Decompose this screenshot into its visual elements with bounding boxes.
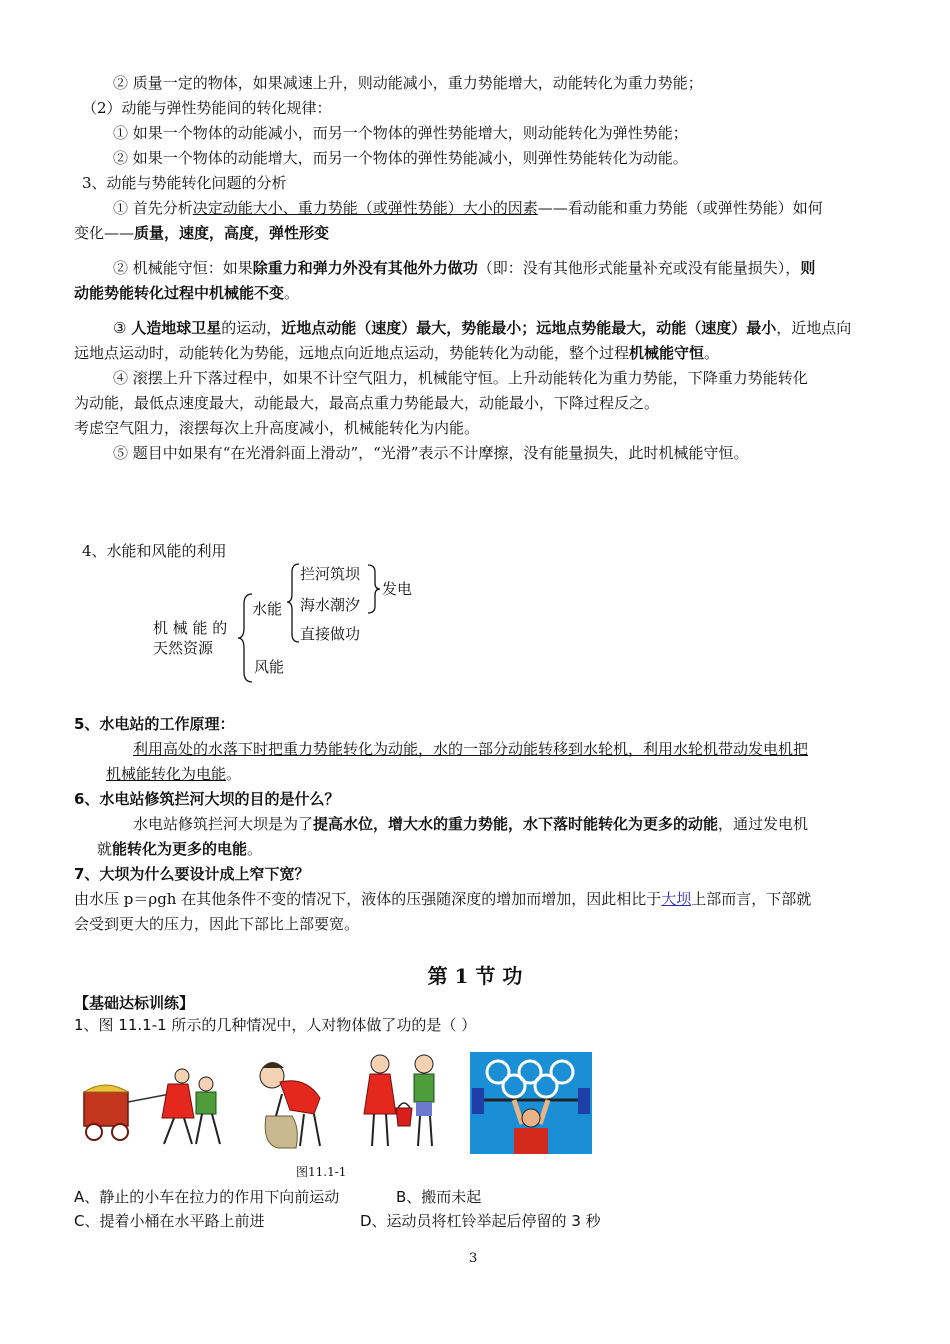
- text-run: ① 首先分析: [113, 199, 193, 217]
- bold-text: 提高水位，增大水的重力势能，水下落时能转化为更多的动能: [313, 815, 719, 833]
- text-run: ，近地点向: [776, 319, 852, 337]
- tree-root-label: 天然资源: [153, 639, 214, 657]
- text-line: [97, 838, 262, 860]
- text-line: [133, 813, 808, 835]
- text-run: 。: [704, 344, 720, 362]
- section-title: 第 1 节 功: [427, 964, 523, 988]
- text-line: 利用高处的水落下时把重力势能转化为动能，水的一部分动能转移到水轮机，利用水轮机带动发电机把: [133, 740, 809, 758]
- text-run: （即：没有其他形式能量补充或没有能量损失），: [477, 259, 801, 277]
- text-line: [113, 257, 815, 279]
- bold-text: 机械能守恒: [629, 344, 705, 362]
- option-d: D、运动员将杠铃举起后停留的 3 秒: [360, 1212, 601, 1230]
- text-line: [106, 763, 241, 785]
- text-run: 远地点运动时，动能转化为势能，远地点向近地点运动，势能转化为动能，整个过程: [74, 344, 630, 362]
- figure-caption: 图11.1-1: [296, 1165, 347, 1179]
- bold-text: 除重力和弹力外没有其他外力做功: [252, 259, 478, 277]
- text-line: （2）动能与弹性势能间的转化规律：: [82, 99, 332, 117]
- bold-text: 近地点动能（速度）最大，势能最小；远地点势能最大，动能（速度）最小: [281, 319, 777, 337]
- tree-node-water: 水能: [252, 600, 283, 618]
- text-line: ④ 滚摆上升下落过程中，如果不计空气阻力，机械能守恒。上升动能转化为重力势能，下降重力势能转化: [113, 369, 808, 387]
- lifting-sack-illustration: [244, 1054, 334, 1154]
- bold-text: 质量，速度，高度，弹性形变: [134, 224, 330, 242]
- text-run: ，通过发电机: [718, 815, 809, 833]
- text-line: [74, 888, 811, 910]
- tree-node-wind: 风能: [254, 658, 285, 676]
- text-run: 变化——: [74, 224, 135, 242]
- text-run: 水电站修筑拦河大坝是为了: [133, 815, 314, 833]
- brace-icon: [285, 562, 301, 644]
- text-run: 上部而言，下部就: [691, 890, 812, 908]
- practice-heading: 【基础达标训练】: [74, 994, 195, 1012]
- text-run: ——看动能和重力势能（或弹性势能）如何: [537, 199, 823, 217]
- option-a: A、静止的小车在拉力的作用下向前运动: [74, 1188, 340, 1206]
- text-line: [74, 342, 719, 364]
- dam-link[interactable]: 大坝: [661, 890, 692, 908]
- tree-node-tide: 海水潮汐: [300, 596, 361, 614]
- option-b: B、搬而未起: [396, 1188, 482, 1206]
- page-number: 3: [469, 1251, 478, 1266]
- bold-text: 动能势能转化过程中机械能不变: [74, 284, 285, 302]
- text-run: 就: [97, 840, 113, 858]
- bold-text: 则: [800, 259, 816, 277]
- underlined-text: 机械能转化为电能: [106, 765, 227, 783]
- text-line: ② 质量一定的物体，如果减速上升，则动能减小，重力势能增大，动能转化为重力势能；: [113, 74, 703, 92]
- text-line: 考虑空气阻力，滚摆每次上升高度减小，机械能转化为内能。: [74, 419, 480, 437]
- question-heading: 5、水电站的工作原理：: [74, 715, 235, 733]
- pulling-cart-illustration: [78, 1062, 226, 1152]
- text-run: 。: [247, 840, 263, 858]
- text-run: 。: [284, 284, 300, 302]
- tree-node-dam: 拦河筑坝: [300, 565, 361, 583]
- text-line: [113, 197, 823, 219]
- subsection-heading: 3、动能与势能转化问题的分析: [82, 174, 287, 192]
- text-run: ② 机械能守恒：如果: [113, 259, 253, 277]
- bold-text: 人造地球卫星: [131, 319, 222, 337]
- tree-node-direct: 直接做功: [300, 625, 361, 643]
- tree-root-label: 机 械 能 的: [153, 619, 228, 637]
- text-line: [74, 282, 299, 304]
- question-heading: 6、水电站修筑拦河大坝的目的是什么？: [74, 790, 340, 808]
- text-run: ③: [113, 319, 132, 337]
- weightlifter-photo: [470, 1052, 592, 1154]
- underlined-text: 决定动能大小、重力势能（或弹性势能）大小的因素: [192, 199, 538, 217]
- tree-node-power: 发电: [382, 580, 413, 598]
- text-line: ⑤ 题目中如果有“在光滑斜面上滑动”，“光滑”表示不计摩擦，没有能量损失，此时机械能守恒。: [113, 444, 749, 462]
- subsection-heading: 4、水能和风能的利用: [82, 542, 227, 560]
- text-line: ① 如果一个物体的动能减小，而另一个物体的弹性势能增大，则动能转化为弹性势能；: [113, 124, 688, 142]
- question-text: 1、图 11.1-1 所示的几种情况中，人对物体做了功的是（ ）: [74, 1016, 477, 1034]
- carrying-bucket-illustration: [350, 1050, 446, 1154]
- question-heading: 7、大坝为什么要设计成上窄下宽？: [74, 865, 310, 883]
- text-line: 会受到更大的压力，因此下部比上部要宽。: [74, 915, 360, 933]
- text-run: 。: [226, 765, 242, 783]
- text-line: [74, 222, 329, 244]
- text-line: ② 如果一个物体的动能增大，而另一个物体的弹性势能减小，则弹性势能转化为动能。: [113, 149, 688, 167]
- bold-text: 能转化为更多的电能: [112, 840, 248, 858]
- text-run: 的运动，: [221, 319, 282, 337]
- text-line: 为动能，最低点速度最大，动能最大，最高点重力势能最大，动能最小，下降过程反之。: [74, 394, 660, 412]
- closing-brace-icon: [366, 563, 382, 615]
- text-line: [113, 317, 851, 339]
- text-run: 由水压 p＝ρgh 在其他条件不变的情况下，液体的压强随深度的增加而增加，因此相比于: [74, 890, 662, 908]
- option-c: C、提着小桶在水平路上前进: [74, 1212, 265, 1230]
